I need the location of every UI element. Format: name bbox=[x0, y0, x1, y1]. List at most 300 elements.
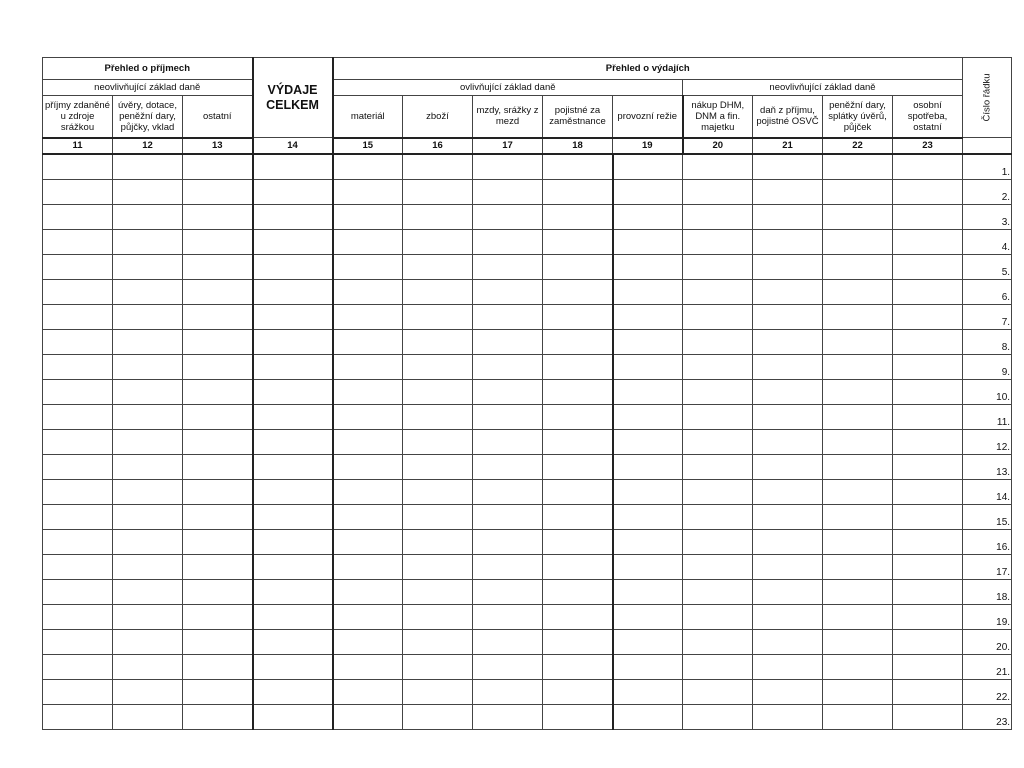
ledger-cell[interactable] bbox=[253, 429, 333, 454]
ledger-cell[interactable] bbox=[543, 579, 613, 604]
ledger-cell[interactable] bbox=[43, 454, 113, 479]
ledger-cell[interactable] bbox=[253, 154, 333, 180]
ledger-cell[interactable] bbox=[403, 229, 473, 254]
ledger-cell[interactable] bbox=[183, 404, 253, 429]
ledger-cell[interactable] bbox=[333, 204, 403, 229]
ledger-cell[interactable] bbox=[893, 279, 963, 304]
ledger-cell[interactable] bbox=[613, 429, 683, 454]
ledger-cell[interactable] bbox=[333, 654, 403, 679]
ledger-cell[interactable] bbox=[183, 604, 253, 629]
ledger-cell[interactable] bbox=[753, 704, 823, 729]
ledger-cell[interactable] bbox=[753, 304, 823, 329]
ledger-cell[interactable] bbox=[753, 379, 823, 404]
ledger-cell[interactable] bbox=[823, 304, 893, 329]
ledger-cell[interactable] bbox=[683, 529, 753, 554]
ledger-cell[interactable] bbox=[113, 429, 183, 454]
ledger-cell[interactable] bbox=[683, 154, 753, 180]
ledger-cell[interactable] bbox=[403, 454, 473, 479]
ledger-cell[interactable] bbox=[183, 504, 253, 529]
ledger-cell[interactable] bbox=[543, 529, 613, 554]
ledger-cell[interactable] bbox=[43, 154, 113, 180]
ledger-cell[interactable] bbox=[43, 554, 113, 579]
ledger-cell[interactable] bbox=[113, 329, 183, 354]
ledger-cell[interactable] bbox=[613, 554, 683, 579]
ledger-cell[interactable] bbox=[683, 704, 753, 729]
ledger-cell[interactable] bbox=[473, 179, 543, 204]
ledger-cell[interactable] bbox=[113, 379, 183, 404]
ledger-cell[interactable] bbox=[753, 579, 823, 604]
ledger-cell[interactable] bbox=[683, 279, 753, 304]
ledger-cell[interactable] bbox=[753, 429, 823, 454]
ledger-cell[interactable] bbox=[543, 429, 613, 454]
ledger-cell[interactable] bbox=[113, 679, 183, 704]
ledger-cell[interactable] bbox=[183, 579, 253, 604]
ledger-cell[interactable] bbox=[823, 504, 893, 529]
ledger-cell[interactable] bbox=[543, 629, 613, 654]
ledger-cell[interactable] bbox=[823, 529, 893, 554]
ledger-cell[interactable] bbox=[43, 179, 113, 204]
ledger-cell[interactable] bbox=[823, 229, 893, 254]
ledger-cell[interactable] bbox=[473, 279, 543, 304]
ledger-cell[interactable] bbox=[473, 154, 543, 180]
ledger-cell[interactable] bbox=[253, 354, 333, 379]
ledger-cell[interactable] bbox=[543, 329, 613, 354]
ledger-cell[interactable] bbox=[183, 704, 253, 729]
ledger-cell[interactable] bbox=[43, 404, 113, 429]
ledger-cell[interactable] bbox=[403, 479, 473, 504]
ledger-cell[interactable] bbox=[613, 454, 683, 479]
ledger-cell[interactable] bbox=[823, 254, 893, 279]
ledger-cell[interactable] bbox=[253, 504, 333, 529]
ledger-cell[interactable] bbox=[403, 354, 473, 379]
ledger-cell[interactable] bbox=[683, 454, 753, 479]
ledger-cell[interactable] bbox=[333, 329, 403, 354]
ledger-cell[interactable] bbox=[753, 229, 823, 254]
ledger-cell[interactable] bbox=[43, 329, 113, 354]
ledger-cell[interactable] bbox=[43, 529, 113, 554]
ledger-cell[interactable] bbox=[113, 354, 183, 379]
ledger-cell[interactable] bbox=[253, 254, 333, 279]
ledger-cell[interactable] bbox=[403, 654, 473, 679]
ledger-cell[interactable] bbox=[473, 629, 543, 654]
ledger-cell[interactable] bbox=[253, 454, 333, 479]
ledger-cell[interactable] bbox=[893, 454, 963, 479]
ledger-cell[interactable] bbox=[253, 279, 333, 304]
ledger-cell[interactable] bbox=[183, 279, 253, 304]
ledger-cell[interactable] bbox=[113, 304, 183, 329]
ledger-cell[interactable] bbox=[113, 179, 183, 204]
ledger-cell[interactable] bbox=[753, 479, 823, 504]
ledger-cell[interactable] bbox=[333, 279, 403, 304]
ledger-cell[interactable] bbox=[43, 304, 113, 329]
ledger-cell[interactable] bbox=[43, 429, 113, 454]
ledger-cell[interactable] bbox=[823, 179, 893, 204]
ledger-cell[interactable] bbox=[43, 679, 113, 704]
ledger-cell[interactable] bbox=[683, 229, 753, 254]
ledger-cell[interactable] bbox=[823, 479, 893, 504]
ledger-cell[interactable] bbox=[253, 604, 333, 629]
ledger-cell[interactable] bbox=[753, 654, 823, 679]
ledger-cell[interactable] bbox=[253, 654, 333, 679]
ledger-cell[interactable] bbox=[253, 479, 333, 504]
ledger-cell[interactable] bbox=[333, 629, 403, 654]
ledger-cell[interactable] bbox=[333, 179, 403, 204]
ledger-cell[interactable] bbox=[613, 354, 683, 379]
ledger-cell[interactable] bbox=[333, 579, 403, 604]
ledger-cell[interactable] bbox=[613, 704, 683, 729]
ledger-cell[interactable] bbox=[753, 679, 823, 704]
ledger-cell[interactable] bbox=[893, 679, 963, 704]
ledger-cell[interactable] bbox=[543, 354, 613, 379]
ledger-cell[interactable] bbox=[893, 579, 963, 604]
ledger-cell[interactable] bbox=[753, 154, 823, 180]
ledger-cell[interactable] bbox=[473, 229, 543, 254]
ledger-cell[interactable] bbox=[613, 379, 683, 404]
ledger-cell[interactable] bbox=[333, 454, 403, 479]
ledger-cell[interactable] bbox=[113, 579, 183, 604]
ledger-cell[interactable] bbox=[253, 379, 333, 404]
ledger-cell[interactable] bbox=[893, 379, 963, 404]
ledger-cell[interactable] bbox=[613, 179, 683, 204]
ledger-cell[interactable] bbox=[183, 154, 253, 180]
ledger-cell[interactable] bbox=[253, 204, 333, 229]
ledger-cell[interactable] bbox=[613, 204, 683, 229]
ledger-cell[interactable] bbox=[113, 154, 183, 180]
ledger-cell[interactable] bbox=[613, 529, 683, 554]
ledger-cell[interactable] bbox=[823, 154, 893, 180]
ledger-cell[interactable] bbox=[543, 229, 613, 254]
ledger-cell[interactable] bbox=[333, 379, 403, 404]
ledger-cell[interactable] bbox=[43, 379, 113, 404]
ledger-cell[interactable] bbox=[333, 704, 403, 729]
ledger-cell[interactable] bbox=[113, 704, 183, 729]
ledger-cell[interactable] bbox=[893, 554, 963, 579]
ledger-cell[interactable] bbox=[893, 304, 963, 329]
ledger-cell[interactable] bbox=[683, 429, 753, 454]
ledger-cell[interactable] bbox=[683, 329, 753, 354]
ledger-cell[interactable] bbox=[333, 479, 403, 504]
ledger-cell[interactable] bbox=[403, 629, 473, 654]
ledger-cell[interactable] bbox=[543, 404, 613, 429]
ledger-cell[interactable] bbox=[403, 279, 473, 304]
ledger-cell[interactable] bbox=[113, 454, 183, 479]
ledger-cell[interactable] bbox=[613, 404, 683, 429]
ledger-cell[interactable] bbox=[253, 404, 333, 429]
ledger-cell[interactable] bbox=[253, 579, 333, 604]
ledger-cell[interactable] bbox=[613, 479, 683, 504]
ledger-cell[interactable] bbox=[613, 329, 683, 354]
ledger-cell[interactable] bbox=[683, 254, 753, 279]
ledger-cell[interactable] bbox=[473, 554, 543, 579]
ledger-cell[interactable] bbox=[543, 604, 613, 629]
ledger-cell[interactable] bbox=[43, 279, 113, 304]
ledger-cell[interactable] bbox=[253, 329, 333, 354]
ledger-cell[interactable] bbox=[43, 579, 113, 604]
ledger-cell[interactable] bbox=[543, 704, 613, 729]
ledger-cell[interactable] bbox=[683, 504, 753, 529]
ledger-cell[interactable] bbox=[823, 554, 893, 579]
ledger-cell[interactable] bbox=[543, 554, 613, 579]
ledger-cell[interactable] bbox=[333, 304, 403, 329]
ledger-cell[interactable] bbox=[183, 354, 253, 379]
ledger-cell[interactable] bbox=[403, 704, 473, 729]
ledger-cell[interactable] bbox=[113, 504, 183, 529]
ledger-cell[interactable] bbox=[113, 229, 183, 254]
ledger-cell[interactable] bbox=[473, 704, 543, 729]
ledger-cell[interactable] bbox=[823, 204, 893, 229]
ledger-cell[interactable] bbox=[113, 654, 183, 679]
ledger-cell[interactable] bbox=[183, 654, 253, 679]
ledger-cell[interactable] bbox=[333, 404, 403, 429]
ledger-cell[interactable] bbox=[333, 554, 403, 579]
ledger-cell[interactable] bbox=[893, 704, 963, 729]
ledger-cell[interactable] bbox=[683, 404, 753, 429]
ledger-cell[interactable] bbox=[113, 204, 183, 229]
ledger-cell[interactable] bbox=[403, 329, 473, 354]
ledger-cell[interactable] bbox=[403, 554, 473, 579]
ledger-cell[interactable] bbox=[113, 604, 183, 629]
ledger-cell[interactable] bbox=[333, 229, 403, 254]
ledger-cell[interactable] bbox=[683, 204, 753, 229]
ledger-cell[interactable] bbox=[333, 604, 403, 629]
ledger-cell[interactable] bbox=[823, 279, 893, 304]
ledger-cell[interactable] bbox=[333, 429, 403, 454]
ledger-cell[interactable] bbox=[893, 604, 963, 629]
ledger-cell[interactable] bbox=[823, 454, 893, 479]
table-row bbox=[43, 604, 1012, 629]
ledger-cell[interactable] bbox=[543, 254, 613, 279]
ledger-cell[interactable] bbox=[403, 404, 473, 429]
ledger-cell[interactable] bbox=[473, 429, 543, 454]
ledger-cell[interactable] bbox=[613, 304, 683, 329]
ledger-cell[interactable] bbox=[543, 304, 613, 329]
ledger-cell[interactable] bbox=[753, 329, 823, 354]
ledger-cell[interactable] bbox=[473, 579, 543, 604]
ledger-cell[interactable] bbox=[473, 404, 543, 429]
ledger-cell[interactable] bbox=[753, 604, 823, 629]
ledger-cell[interactable] bbox=[183, 179, 253, 204]
ledger-cell[interactable] bbox=[403, 579, 473, 604]
ledger-cell[interactable] bbox=[43, 254, 113, 279]
ledger-cell[interactable] bbox=[613, 579, 683, 604]
ledger-cell[interactable] bbox=[183, 629, 253, 654]
ledger-cell[interactable] bbox=[183, 229, 253, 254]
ledger-cell[interactable] bbox=[473, 304, 543, 329]
ledger-cell[interactable] bbox=[893, 329, 963, 354]
ledger-cell[interactable] bbox=[43, 229, 113, 254]
ledger-cell[interactable] bbox=[473, 679, 543, 704]
ledger-cell[interactable] bbox=[403, 154, 473, 180]
ledger-cell[interactable] bbox=[473, 604, 543, 629]
ledger-cell[interactable] bbox=[403, 254, 473, 279]
ledger-cell[interactable] bbox=[683, 579, 753, 604]
ledger-cell[interactable] bbox=[893, 229, 963, 254]
ledger-cell[interactable] bbox=[253, 229, 333, 254]
ledger-cell[interactable] bbox=[753, 504, 823, 529]
ledger-cell[interactable] bbox=[683, 654, 753, 679]
ledger-cell[interactable] bbox=[613, 604, 683, 629]
ledger-cell[interactable] bbox=[683, 354, 753, 379]
ledger-cell[interactable] bbox=[893, 429, 963, 454]
ledger-cell[interactable] bbox=[253, 529, 333, 554]
ledger-cell[interactable] bbox=[183, 204, 253, 229]
ledger-cell[interactable] bbox=[403, 529, 473, 554]
ledger-cell[interactable] bbox=[893, 204, 963, 229]
ledger-cell[interactable] bbox=[43, 654, 113, 679]
ledger-cell[interactable] bbox=[403, 429, 473, 454]
ledger-cell[interactable] bbox=[183, 679, 253, 704]
ledger-cell[interactable] bbox=[183, 254, 253, 279]
ledger-cell[interactable] bbox=[333, 154, 403, 180]
ledger-cell[interactable] bbox=[613, 629, 683, 654]
ledger-cell[interactable] bbox=[893, 479, 963, 504]
ledger-cell[interactable] bbox=[403, 204, 473, 229]
ledger-cell[interactable] bbox=[683, 179, 753, 204]
ledger-cell[interactable] bbox=[113, 479, 183, 504]
ledger-cell[interactable] bbox=[893, 654, 963, 679]
ledger-cell[interactable] bbox=[823, 429, 893, 454]
ledger-cell[interactable] bbox=[613, 254, 683, 279]
ledger-cell[interactable] bbox=[183, 554, 253, 579]
ledger-cell[interactable] bbox=[183, 454, 253, 479]
ledger-cell[interactable] bbox=[823, 404, 893, 429]
ledger-cell[interactable] bbox=[823, 604, 893, 629]
ledger-cell[interactable] bbox=[113, 629, 183, 654]
ledger-cell[interactable] bbox=[43, 479, 113, 504]
ledger-cell[interactable] bbox=[113, 404, 183, 429]
ledger-cell[interactable] bbox=[683, 554, 753, 579]
ledger-cell[interactable] bbox=[183, 304, 253, 329]
ledger-cell[interactable] bbox=[43, 504, 113, 529]
ledger-cell[interactable] bbox=[823, 679, 893, 704]
ledger-cell[interactable] bbox=[893, 254, 963, 279]
ledger-cell[interactable] bbox=[253, 679, 333, 704]
ledger-cell[interactable] bbox=[333, 679, 403, 704]
ledger-cell[interactable] bbox=[823, 704, 893, 729]
ledger-cell[interactable] bbox=[543, 379, 613, 404]
ledger-cell[interactable] bbox=[403, 604, 473, 629]
ledger-cell[interactable] bbox=[823, 379, 893, 404]
ledger-cell[interactable] bbox=[253, 704, 333, 729]
ledger-cell[interactable] bbox=[893, 154, 963, 180]
ledger-cell[interactable] bbox=[613, 504, 683, 529]
ledger-cell[interactable] bbox=[543, 454, 613, 479]
ledger-cell[interactable] bbox=[683, 379, 753, 404]
ledger-cell[interactable] bbox=[753, 554, 823, 579]
ledger-cell[interactable] bbox=[613, 229, 683, 254]
ledger-cell[interactable] bbox=[253, 629, 333, 654]
ledger-cell[interactable] bbox=[473, 204, 543, 229]
ledger-cell[interactable] bbox=[473, 329, 543, 354]
ledger-cell[interactable] bbox=[403, 304, 473, 329]
ledger-cell[interactable] bbox=[183, 479, 253, 504]
ledger-cell[interactable] bbox=[113, 279, 183, 304]
ledger-cell[interactable] bbox=[893, 529, 963, 554]
ledger-cell[interactable] bbox=[113, 254, 183, 279]
ledger-cell[interactable] bbox=[403, 679, 473, 704]
ledger-cell[interactable] bbox=[753, 179, 823, 204]
ledger-cell[interactable] bbox=[753, 454, 823, 479]
ledger-cell[interactable] bbox=[113, 554, 183, 579]
ledger-cell[interactable] bbox=[683, 604, 753, 629]
ledger-cell[interactable] bbox=[753, 354, 823, 379]
ledger-cell[interactable] bbox=[43, 204, 113, 229]
ledger-cell[interactable] bbox=[683, 679, 753, 704]
ledger-cell[interactable] bbox=[43, 629, 113, 654]
ledger-cell[interactable] bbox=[613, 154, 683, 180]
ledger-cell[interactable] bbox=[613, 654, 683, 679]
ledger-cell[interactable] bbox=[333, 529, 403, 554]
ledger-cell[interactable] bbox=[473, 254, 543, 279]
ledger-cell[interactable] bbox=[753, 529, 823, 554]
ledger-cell[interactable] bbox=[113, 529, 183, 554]
ledger-cell[interactable] bbox=[183, 379, 253, 404]
ledger-cell[interactable] bbox=[333, 254, 403, 279]
ledger-cell[interactable] bbox=[893, 629, 963, 654]
ledger-cell[interactable] bbox=[683, 479, 753, 504]
ledger-cell[interactable] bbox=[43, 604, 113, 629]
ledger-cell[interactable] bbox=[543, 654, 613, 679]
ledger-cell[interactable] bbox=[543, 154, 613, 180]
ledger-cell[interactable] bbox=[43, 704, 113, 729]
ledger-cell[interactable] bbox=[543, 279, 613, 304]
ledger-cell[interactable] bbox=[753, 279, 823, 304]
ledger-cell[interactable] bbox=[403, 504, 473, 529]
ledger-cell[interactable] bbox=[683, 629, 753, 654]
ledger-cell[interactable] bbox=[403, 379, 473, 404]
ledger-cell[interactable] bbox=[823, 579, 893, 604]
ledger-cell[interactable] bbox=[333, 354, 403, 379]
ledger-cell[interactable] bbox=[473, 504, 543, 529]
ledger-cell[interactable] bbox=[473, 354, 543, 379]
ledger-cell[interactable] bbox=[43, 354, 113, 379]
ledger-cell[interactable] bbox=[253, 554, 333, 579]
ledger-cell[interactable] bbox=[893, 354, 963, 379]
ledger-cell[interactable] bbox=[753, 204, 823, 229]
ledger-cell[interactable] bbox=[753, 629, 823, 654]
ledger-cell[interactable] bbox=[543, 204, 613, 229]
ledger-cell[interactable] bbox=[683, 304, 753, 329]
ledger-cell[interactable] bbox=[403, 179, 473, 204]
ledger-cell[interactable] bbox=[543, 679, 613, 704]
ledger-cell[interactable] bbox=[473, 529, 543, 554]
ledger-cell[interactable] bbox=[613, 679, 683, 704]
ledger-cell[interactable] bbox=[473, 379, 543, 404]
ledger-cell[interactable] bbox=[823, 354, 893, 379]
ledger-cell[interactable] bbox=[183, 329, 253, 354]
ledger-cell[interactable] bbox=[893, 179, 963, 204]
ledger-cell[interactable] bbox=[893, 504, 963, 529]
ledger-cell[interactable] bbox=[473, 454, 543, 479]
ledger-cell[interactable] bbox=[253, 304, 333, 329]
ledger-cell[interactable] bbox=[183, 429, 253, 454]
ledger-cell[interactable] bbox=[753, 254, 823, 279]
ledger-cell[interactable] bbox=[753, 404, 823, 429]
ledger-cell[interactable] bbox=[823, 629, 893, 654]
ledger-cell[interactable] bbox=[253, 179, 333, 204]
ledger-cell[interactable] bbox=[333, 504, 403, 529]
ledger-cell[interactable] bbox=[543, 504, 613, 529]
ledger-cell[interactable] bbox=[543, 179, 613, 204]
ledger-cell[interactable] bbox=[473, 654, 543, 679]
ledger-cell[interactable] bbox=[473, 479, 543, 504]
ledger-cell[interactable] bbox=[613, 279, 683, 304]
ledger-cell[interactable] bbox=[543, 479, 613, 504]
ledger-cell[interactable] bbox=[823, 654, 893, 679]
ledger-cell[interactable] bbox=[823, 329, 893, 354]
ledger-cell[interactable] bbox=[183, 529, 253, 554]
ledger-cell[interactable] bbox=[893, 404, 963, 429]
